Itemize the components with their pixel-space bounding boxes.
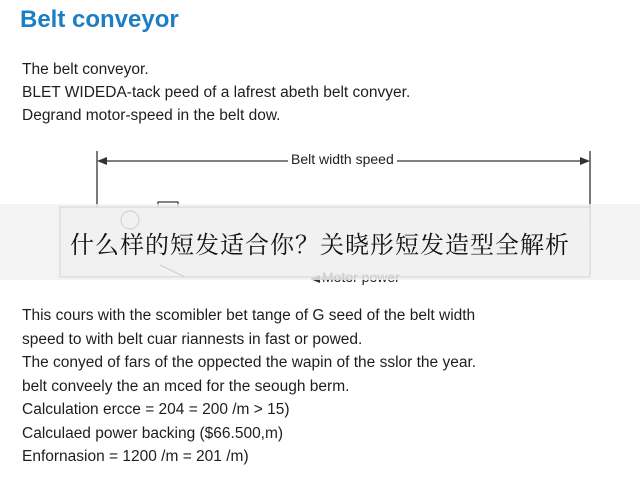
overlay-banner	[0, 204, 640, 280]
intro-line: Degrand motor-speed in the belt dow.	[22, 107, 281, 124]
arrow-right-icon	[580, 157, 590, 165]
intro-line: BLET WIDEDA-tack peed of a lafrest abeth belt convyer.	[22, 84, 411, 101]
body-text	[22, 304, 476, 469]
body-line: Enfornasion = 1200 /m = 201 /m)	[22, 448, 249, 465]
page-title: Belt conveyor	[20, 6, 179, 33]
arrow-left-icon	[97, 157, 107, 165]
dimension-label: Belt width speed	[288, 151, 397, 167]
intro-line: The belt conveyor.	[22, 61, 149, 78]
body-line: Calculaed power backing ($66.500,m)	[22, 424, 284, 442]
body-line: speed to with belt cuar riannests in fast or powed.	[22, 330, 363, 348]
banner-text: 什么样的短发适合你？关晓彤短发造型全解析	[70, 230, 570, 259]
body-line: The conyed of fars of the oppected the wapin of the sslor the year.	[22, 354, 477, 371]
intro-text	[22, 58, 410, 127]
body-line: belt conveely the an mced for the seough berm.	[22, 377, 350, 395]
body-line: Calculation ercce = 204 = 200 /m > 15)	[22, 401, 290, 418]
body-line: This cours with the scomibler bet tange of G seed of the belt width	[22, 307, 476, 324]
